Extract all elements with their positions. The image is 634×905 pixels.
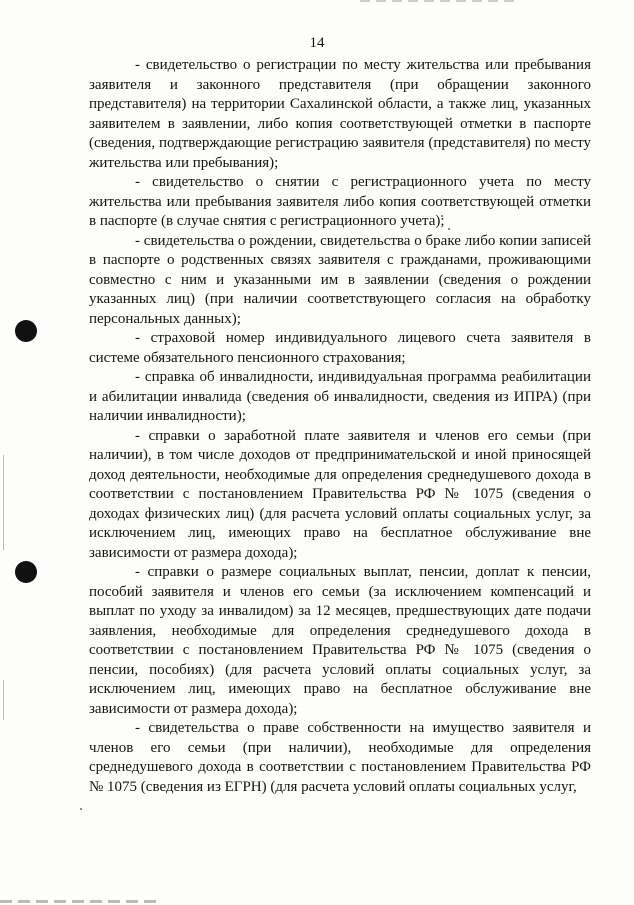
paragraph-social-payments-certificates: - справки о размере социальных выплат, пенсии, доплат к пенсии, пособий заявителя и членов его семьи (за исключением компенсаций и выплат по уходу за инвалидом) за 12 месяцев, предшествующих дате подачи заявления, необходимые для определения среднедушевого дохода в соответствии с постановлением Правительства РФ № 1075 (сведения о пенсии, пособиях) (для расчета условий оплаты социальных услуг, за исключением лиц, имеющих право на бесплатное обслуживание вне зависимости от размера дохода); (89, 564, 591, 717)
paragraph-property-certificates: - свидетельства о праве собственности на имущество заявителя и членов его семьи (при наличии), необходимые для определения среднедушевого дохода в соответствии с постановлением Правительства РФ № 1075 (сведения из ЕГРН) (для расчета условий оплаты социальных услуг, (89, 720, 591, 795)
scan-artifact-bottom (0, 900, 160, 903)
document-body (89, 56, 591, 797)
paragraph-registration-certificate: - свидетельство о регистрации по месту жительства или пребывания заявителя и законного представителя (при обращении законного представителя) на территории Сахалинской области, а также лиц, указанных заявителем в заявлении, либо копия соответствующей отметки в паспорте (сведения, подтверждающие регистрацию заявителя (представителя) по месту жительства или пребывания); (89, 57, 591, 171)
page-number: 14 (309, 35, 325, 51)
punch-hole (15, 320, 37, 342)
scan-speck (80, 808, 82, 810)
paragraph-deregistration-certificate: - свидетельство о снятии с регистрационного учета по месту жительства или пребывания заявителя либо копия соответствующей отметки в паспорте (в случае снятия с регистрационного учета); (89, 174, 591, 229)
paragraph-birth-marriage-certificates: - свидетельства о рождении, свидетельства о браке либо копии записей в паспорте о родственных связях заявителя с гражданами, проживающими совместно с ним и указанными им в заявлении (сведения о рождении указанных лиц) (при наличии соответствующего согласия на обработку персональных данных); (89, 232, 591, 327)
scan-edge-mark (3, 455, 4, 550)
paragraph-salary-certificates: - справки о заработной плате заявителя и членов его семьи (при наличии), в том числе доходов от предпринимательской и иной приносящей доход деятельности, необходимые для определения среднедушевого дохода в соответствии с постановлением Правительства РФ № 1075 (сведения о доходах физических лиц) (для расчета условий оплаты социальных услуг, за исключением лиц, имеющих право на бесплатное обслуживание вне зависимости от размера дохода); (89, 427, 591, 561)
punch-hole (15, 561, 37, 583)
scan-artifact-top (360, 0, 520, 2)
paragraph-insurance-number: - страховой номер индивидуального лицевого счета заявителя в системе обязательного пенсионного страхования; (89, 330, 591, 366)
scan-edge-mark (3, 680, 4, 720)
paragraph-disability-certificate: - справка об инвалидности, индивидуальная программа реабилитации и абилитации инвалида (сведения об инвалидности, сведения из ИПРА) (при наличии инвалидности); (89, 369, 591, 424)
